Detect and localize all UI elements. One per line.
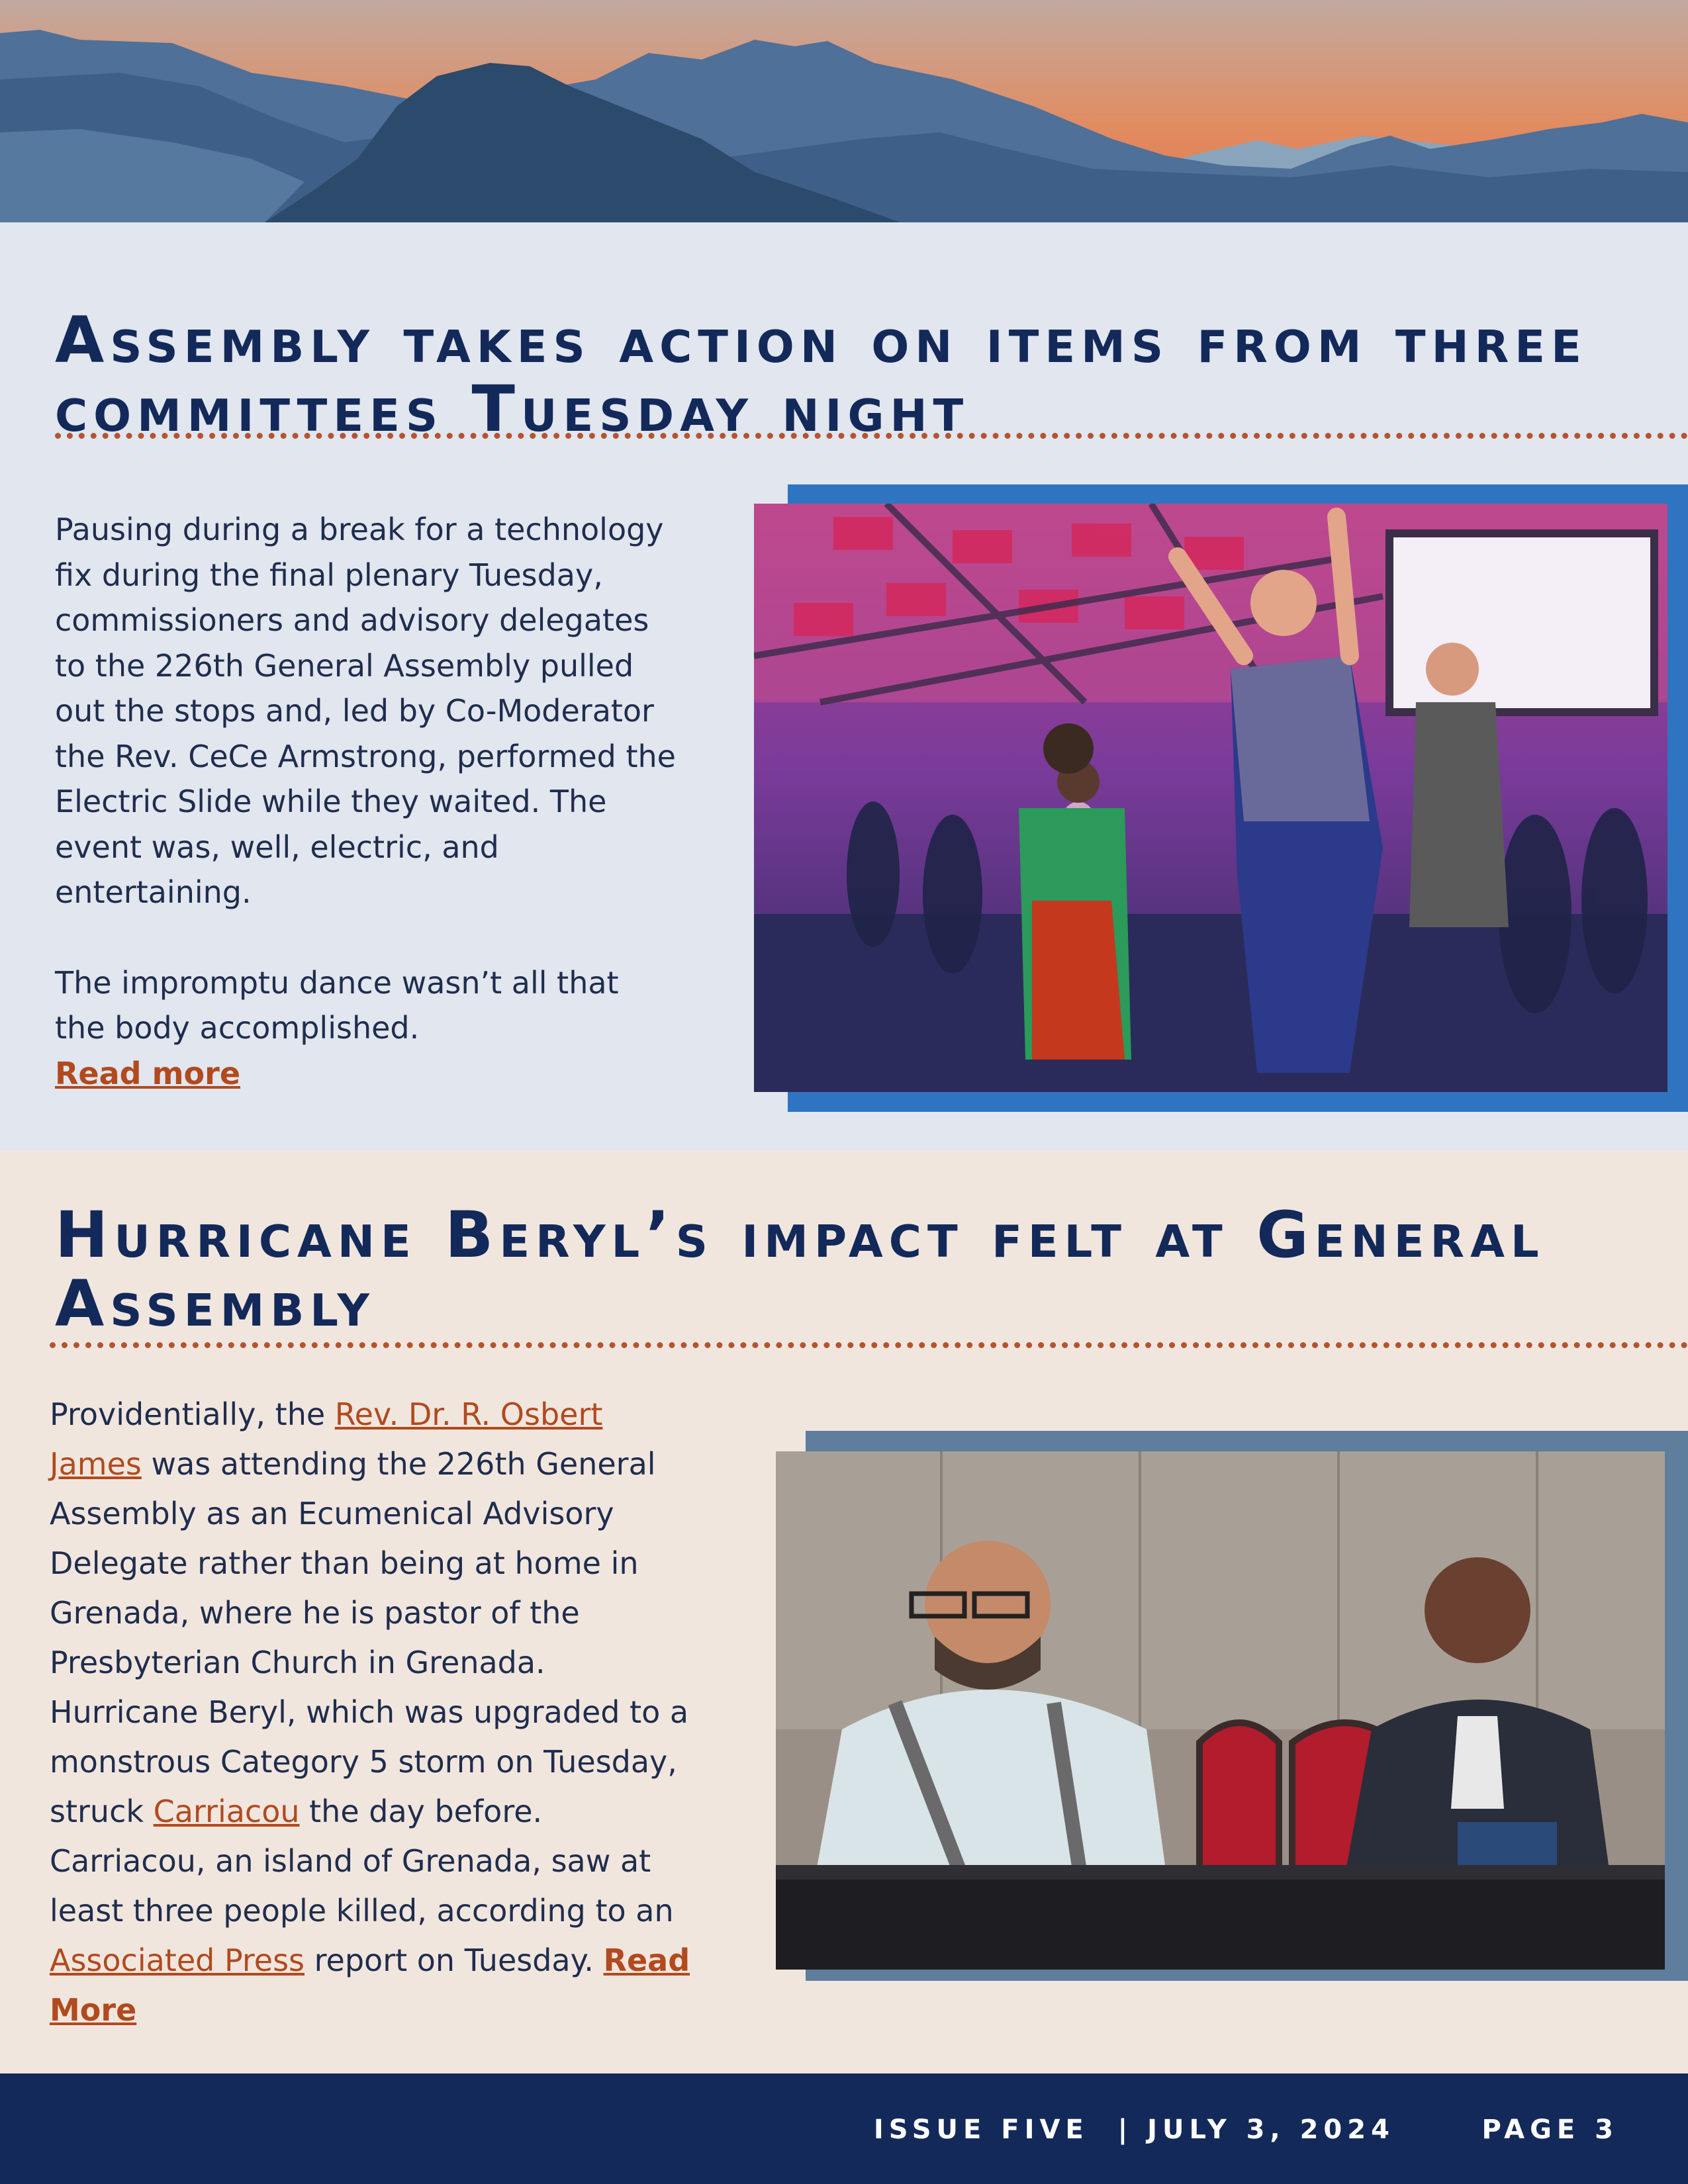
- article-2-title: Hurricane Beryl’s impact felt at General Assembly: [55, 1198, 1545, 1341]
- article-section-2: [0, 1150, 1688, 2073]
- article-2-text-2: was attending the 226th General Assembly as an Ecumenical Advisory Delegate rather than being at home in Grenada, where he is pastor of the Presbyterian Church in Grenada. Hurricane Beryl, which was upgraded to a monstrous Category 5 storm on Tuesday, struck: [50, 1446, 689, 1829]
- article-1-read-more-link[interactable]: Read more: [55, 1055, 241, 1091]
- page-footer: [0, 2073, 1688, 2184]
- article-2-text-3: the day before. Carriacou, an island of Grenada, saw at least three people killed, according to an: [50, 1794, 674, 1929]
- title-divider-1: [55, 433, 1688, 439]
- article-2-body: [50, 1390, 698, 2035]
- footer-page-number: PAGE 3: [1481, 2115, 1618, 2145]
- associated-press-link[interactable]: Associated Press: [50, 1942, 305, 1978]
- article-2-text-1: Providentially, the: [50, 1396, 335, 1432]
- delegates-photo-illustration: [776, 1451, 1665, 1970]
- title-divider-2: [50, 1342, 1688, 1348]
- article-section-1: [0, 222, 1688, 1150]
- article-2-text-4: report on Tuesday.: [305, 1942, 604, 1978]
- article-1-paragraph-2: The impromptu dance wasn’t all that the body accomplished.: [55, 964, 619, 1046]
- footer-date: | JULY 3, 2024: [1117, 2115, 1395, 2145]
- article-1-paragraph-1: Pausing during a break for a technology fix during the final plenary Tuesday, commissioners and advisory delegates to the 226th General Assembly pulled out the stops and, led by Co-Moderator the Rev. CeCe Armstrong, performed the Electric Slide while they waited. The event was, well, electric, and entertaining.: [55, 512, 676, 910]
- article-1-title: Assembly takes action on items from three committees Tuesday night: [55, 303, 1587, 446]
- delegates-photo: [776, 1451, 1665, 1970]
- carriacou-link[interactable]: Carriacou: [153, 1794, 300, 1829]
- footer-issue: ISSUE FIVE: [873, 2115, 1089, 2145]
- article-1-body: [55, 507, 677, 1096]
- footer-info: [874, 2115, 1618, 2145]
- article-2-read-more-link[interactable]: Read More: [50, 1942, 690, 2028]
- mountain-banner: [0, 0, 1688, 222]
- dance-photo: [754, 504, 1667, 1092]
- dance-photo-illustration: [754, 504, 1667, 1092]
- osbert-james-link[interactable]: Rev. Dr. R. Osbert James: [50, 1396, 603, 1482]
